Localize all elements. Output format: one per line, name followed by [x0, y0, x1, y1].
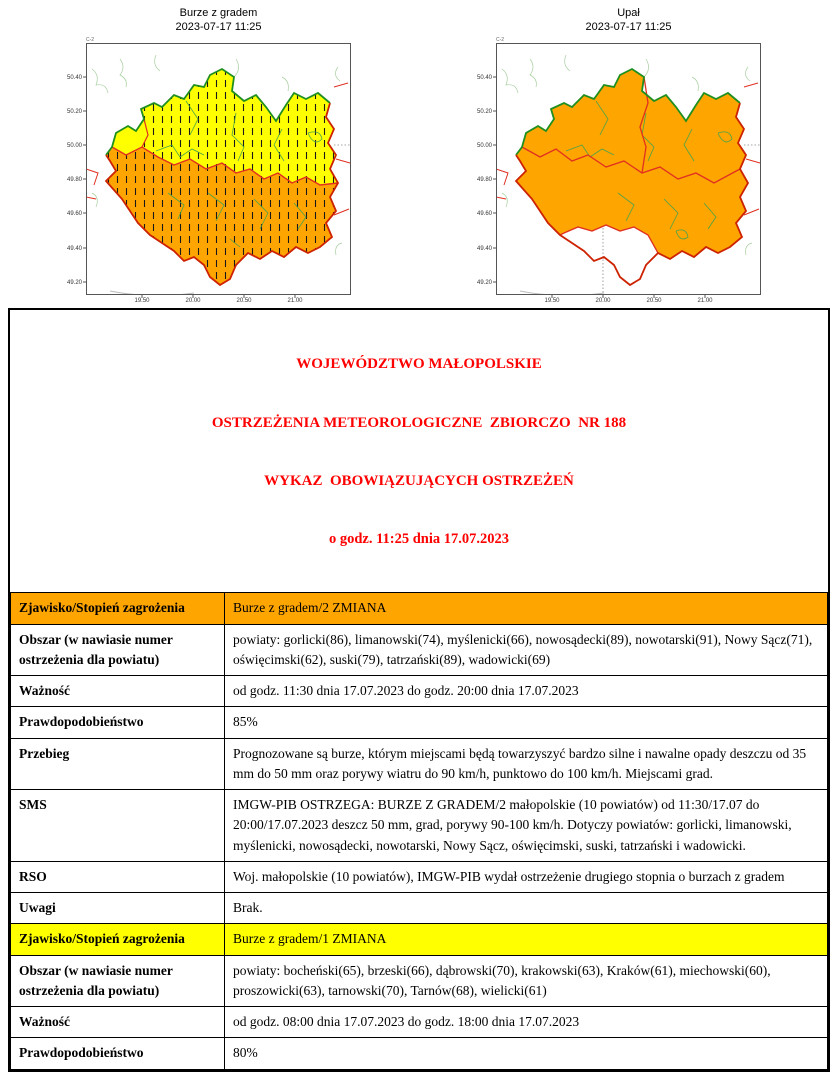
- row-value: Prognozowane są burze, którym miejscami będą towarzyszyć bardzo silne i nawalne opady deszczu od 35 mm do 50 mm oraz porywy wiatru do 90 km/h, punktowo do 100 km/h. Miejscami grad.: [225, 738, 828, 790]
- map-content: [496, 55, 760, 296]
- map-corner-label: C-2: [496, 36, 505, 43]
- map-title-text: Burze z gradem: [179, 7, 258, 19]
- x-tick-label: 20.50: [646, 297, 662, 304]
- row-label: Obszar (w nawiasie numer ostrzeżenia dla powiatu): [11, 955, 225, 1007]
- y-axis-labels: [67, 75, 83, 286]
- table-row-probability: [11, 1038, 828, 1069]
- table-row-area: [11, 955, 828, 1007]
- y-tick-label: 49.80: [476, 176, 492, 183]
- x-tick-label: 19.50: [134, 297, 150, 304]
- row-label: Zjawisko/Stopień zagrożenia: [11, 593, 225, 624]
- row-label: Zjawisko/Stopień zagrożenia: [11, 924, 225, 955]
- row-value: Burze z gradem/2 ZMIANA: [225, 593, 828, 624]
- row-value: Brak.: [225, 893, 828, 924]
- row-label: Przebieg: [11, 738, 225, 790]
- map-title-heat: [496, 6, 761, 35]
- bulletin-title-line-4: o godz. 11:25 dnia 17.07.2023: [328, 530, 510, 547]
- table-row-area: [11, 624, 828, 676]
- table-row-phenomenon-level2: [11, 593, 828, 624]
- row-label: Ważność: [11, 676, 225, 707]
- map-figure-storm: [58, 6, 358, 305]
- row-value: 80%: [225, 1038, 828, 1069]
- x-tick-label: 20.00: [595, 297, 611, 304]
- y-tick-label: 50.40: [476, 74, 492, 81]
- table-row-probability: [11, 707, 828, 738]
- y-tick-label: 50.40: [66, 74, 82, 81]
- storm-warning-map: [58, 35, 358, 305]
- row-value: Burze z gradem/1 ZMIANA: [225, 924, 828, 955]
- x-axis-labels: [544, 298, 713, 304]
- bulletin-title-line-3: WYKAZ OBOWIĄZUJĄCYCH OSTRZEŻEŃ: [264, 473, 574, 489]
- y-tick-label: 50.20: [66, 108, 82, 115]
- warning-bulletin: [8, 308, 830, 1072]
- map-content: [86, 55, 350, 296]
- map-timestamp: 2023-07-17 11:25: [175, 21, 262, 34]
- y-tick-label: 49.40: [66, 245, 82, 252]
- x-tick-label: 20.00: [185, 297, 201, 304]
- table-row-remarks: [11, 893, 828, 924]
- map-corner-label: C-2: [86, 36, 95, 43]
- row-label: Obszar (w nawiasie numer ostrzeżenia dla powiatu): [11, 624, 225, 676]
- row-label: Prawdopodobieństwo: [11, 1038, 225, 1069]
- map-timestamp: 2023-07-17 11:25: [585, 21, 672, 34]
- map-figure-heat: [468, 6, 768, 305]
- x-tick-label: 20.50: [236, 297, 252, 304]
- y-tick-label: 49.60: [66, 210, 82, 217]
- y-tick-label: 49.60: [476, 210, 492, 217]
- y-tick-label: 49.40: [476, 245, 492, 252]
- y-tick-label: 49.20: [66, 279, 82, 286]
- row-value: powiaty: bocheński(65), brzeski(66), dąbrowski(70), krakowski(63), Kraków(61), miechowski(60), proszowicki(63), tarnowski(70), Tarnów(68), wielicki(61): [225, 955, 828, 1007]
- row-label: Ważność: [11, 1007, 225, 1038]
- row-value: od godz. 11:30 dnia 17.07.2023 do godz. 20:00 dnia 17.07.2023: [225, 676, 828, 707]
- bulletin-title-line-2: OSTRZEŻENIA METEOROLOGICZNE ZBIORCZO NR 188: [211, 414, 627, 431]
- y-tick-label: 49.20: [476, 279, 492, 286]
- row-value: powiaty: gorlicki(86), limanowski(74), myślenicki(66), nowosądecki(89), nowotarski(91), Nowy Sącz(71), oświęcimski(62), suski(79), tatrzański(89), wadowicki(69): [225, 624, 828, 676]
- x-tick-label: 21.00: [287, 297, 303, 304]
- y-tick-label: 50.20: [476, 108, 492, 115]
- row-label: RSO: [11, 861, 225, 892]
- hatch-overlay: [106, 69, 338, 285]
- table-row-course: [11, 738, 828, 790]
- y-tick-label: 49.80: [66, 176, 82, 183]
- y-tick-label: 50.00: [66, 142, 82, 149]
- row-label: Uwagi: [11, 893, 225, 924]
- table-row-validity: [11, 1007, 828, 1038]
- row-value: Woj. małopolskie (10 powiatów), IMGW-PIB wydał ostrzeżenie drugiego stopnia o burzach z gradem: [225, 861, 828, 892]
- table-row-rso: [11, 861, 828, 892]
- bulletin-header: [10, 310, 828, 592]
- row-value: 85%: [225, 707, 828, 738]
- table-row-phenomenon-level1: [11, 924, 828, 955]
- x-tick-label: 21.00: [697, 297, 713, 304]
- row-label: Prawdopodobieństwo: [11, 707, 225, 738]
- row-value: od godz. 08:00 dnia 17.07.2023 do godz. 18:00 dnia 17.07.2023: [225, 1007, 828, 1038]
- warning-table: [10, 592, 828, 1069]
- y-tick-label: 50.00: [476, 142, 492, 149]
- y-axis-labels: [477, 75, 493, 286]
- x-tick-label: 19.50: [544, 297, 560, 304]
- row-label: SMS: [11, 790, 225, 862]
- map-title-text: Upał: [617, 7, 640, 19]
- table-row-sms: [11, 790, 828, 862]
- heat-warning-map: [468, 35, 768, 305]
- map-title-storm: [86, 6, 351, 35]
- bulletin-title-line-1: WOJEWÓDZTWO MAŁOPOLSKIE: [296, 356, 542, 372]
- row-value: IMGW-PIB OSTRZEGA: BURZE Z GRADEM/2 małopolskie (10 powiatów) od 11:30/17.07 do 20:00/17.07.2023 deszcz 50 mm, grad, porywy 90-100 km/h. Dotyczy powiatów: gorlicki, limanowski, myślenicki, nowosądecki, nowotarski, Nowy Sącz, oświęcimski, suski, tatrzański i wadowicki.: [225, 790, 828, 862]
- table-row-validity: [11, 676, 828, 707]
- x-axis-labels: [134, 298, 303, 304]
